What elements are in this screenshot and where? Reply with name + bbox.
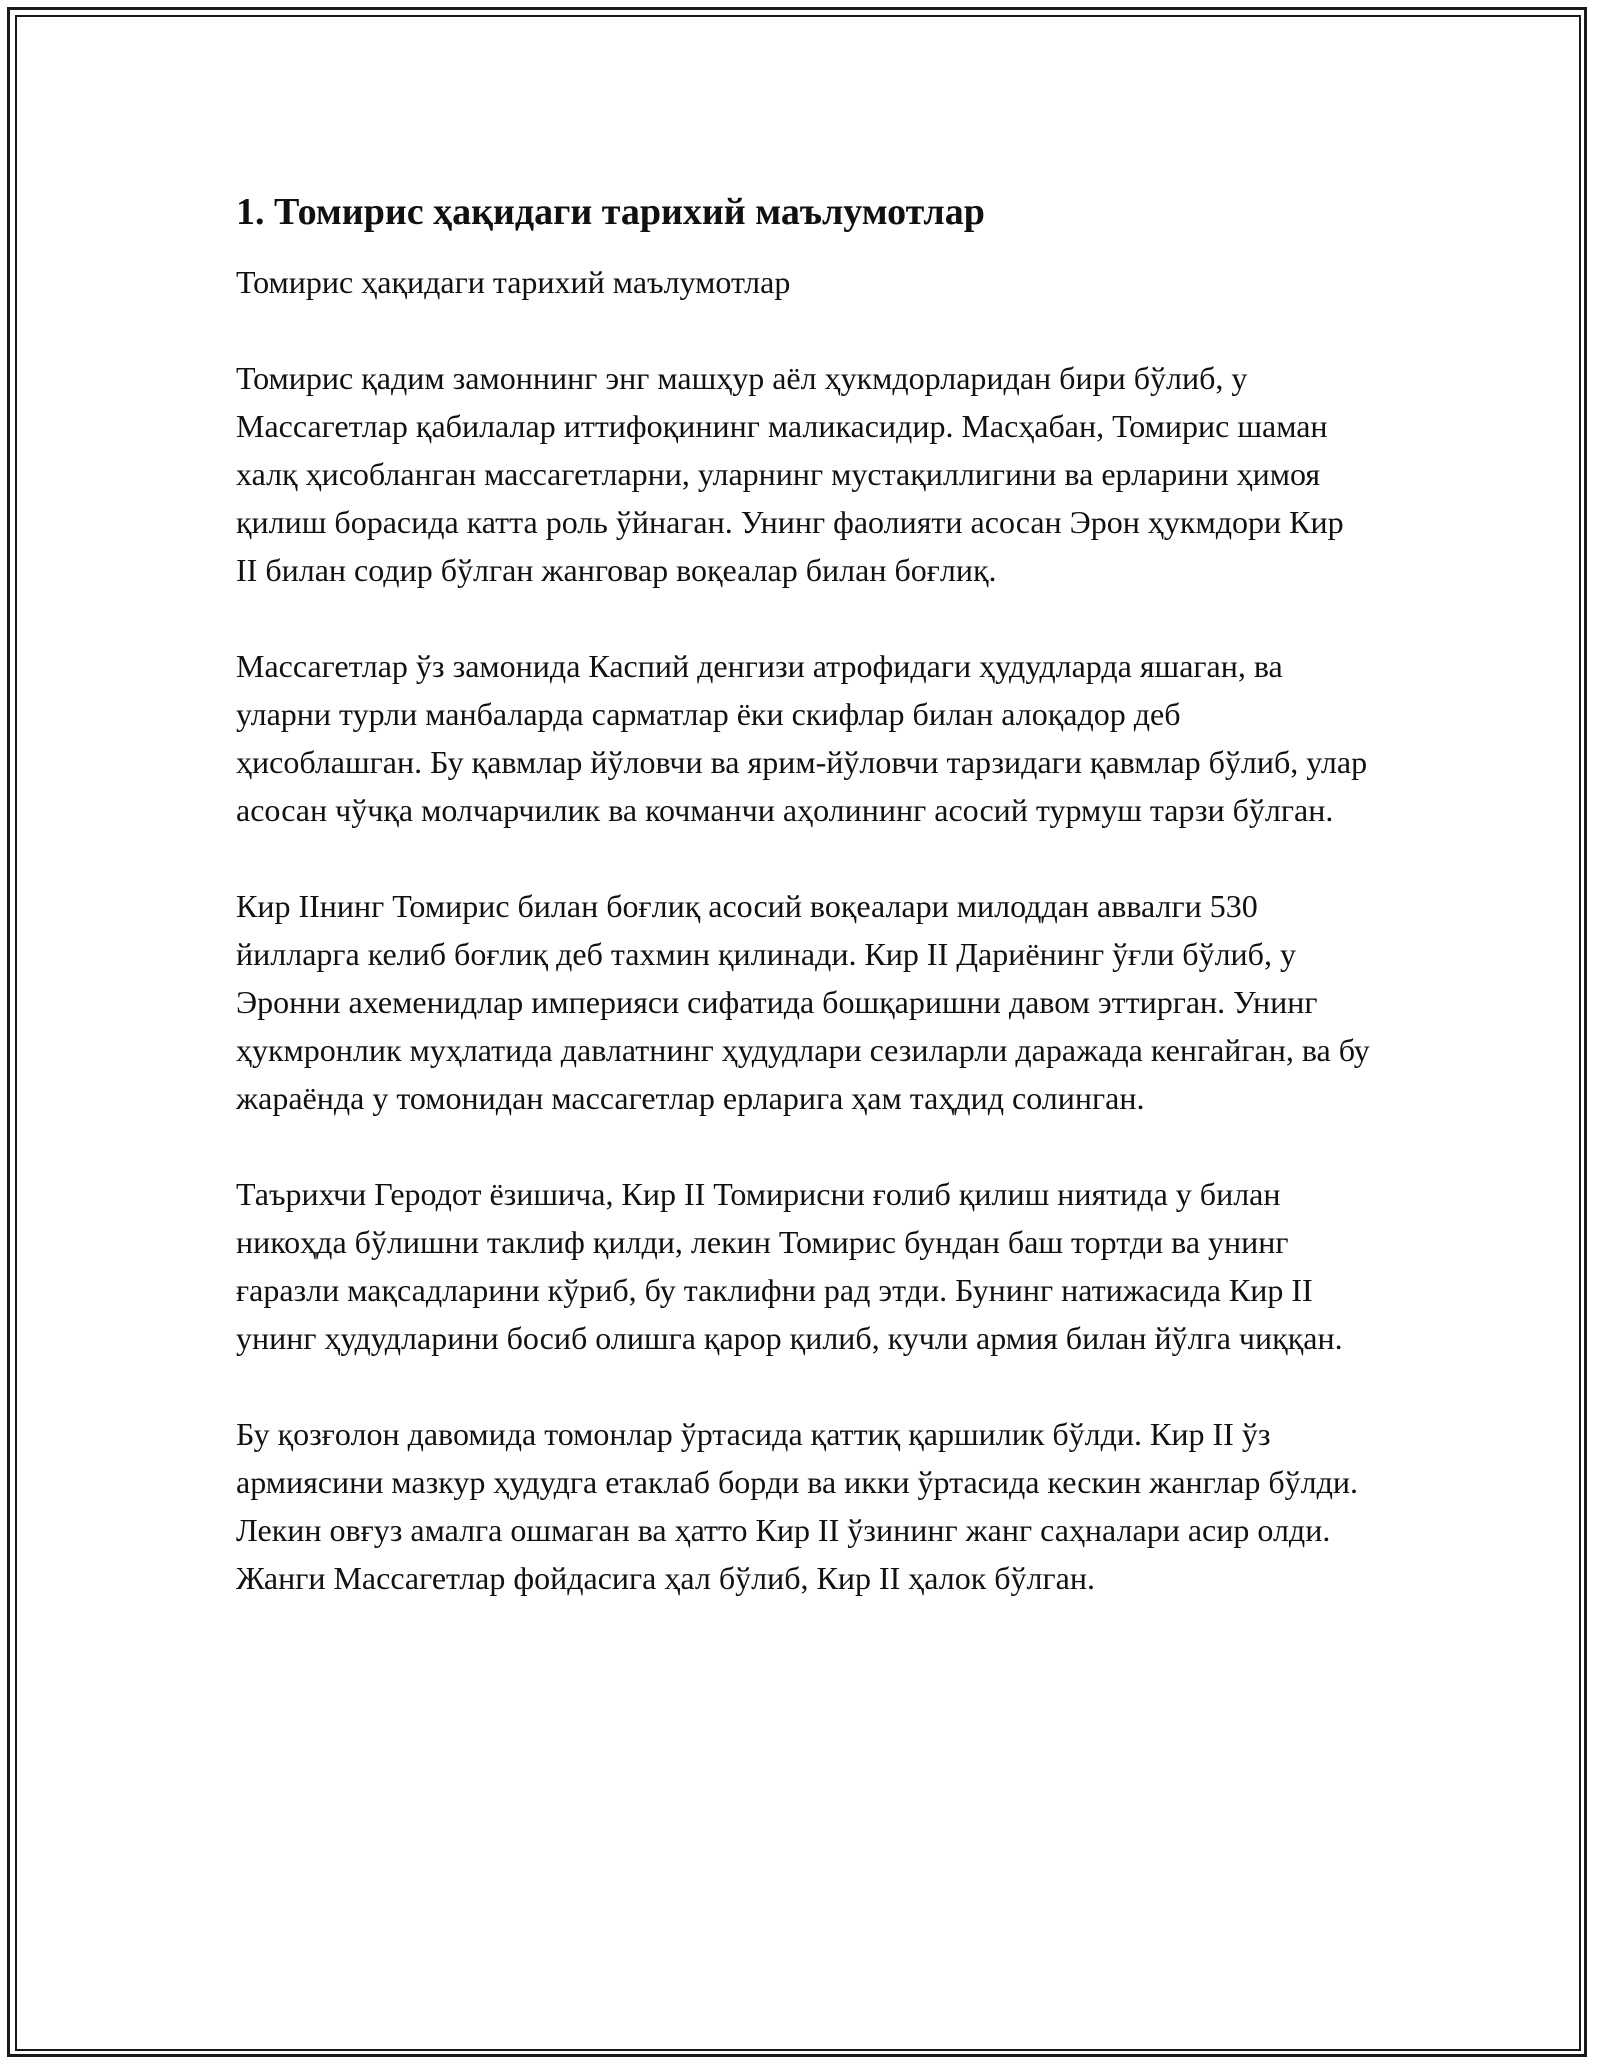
document-heading: 1. Томирис ҳақидаги тарихий маълумотлар	[236, 191, 985, 233]
paragraph-1: Томирис қадим замоннинг энг машҳур аёл ҳукмдорларидан бири бўлиб, у Массагетлар қабилалар иттифоқининг маликасидир. Масҳабан, Томирис шаман халқ ҳисобланган массагетларни, уларнинг мустақиллигини ва ерларини ҳимоя қилиш борасида катта роль ўйнаган. Унинг фаолияти асосан Эрон ҳукмдори Кир II билан содир бўлган жанговар воқеалар билан боғлиқ.	[236, 360, 1344, 588]
document-subtitle: Томирис ҳақидаги тарихий маълумотлар	[236, 264, 791, 300]
paragraph-3: Кир IIнинг Томирис билан боғлиқ асосий воқеалари милоддан аввалги 530 йилларга келиб боғлиқ деб тахмин қилинади. Кир II Дариёнинг ўғли бўлиб, у Эронни ахеменидлар империяси сифатида бошқаришни давом эттирган. Унинг ҳукмронлик муҳлатида давлатнинг ҳудудлари сезиларли даражада кенгайган, ва бу жараёнда у томонидан массагетлар ерларига ҳам таҳдид солинган.	[236, 888, 1370, 1116]
paragraph-5: Бу қозғолон давомида томонлар ўртасида қаттиқ қаршилик бўлди. Кир II ўз армиясини мазкур ҳудудга етаклаб борди ва икки ўртасида кескин жанглар бўлди. Лекин овғуз амалга ошмаган ва ҳатто Кир II ўзининг жанг саҳналари асир олди. Жанги Массагетлар фойдасига ҳал бўлиб, Кир II ҳалок бўлган.	[236, 1416, 1358, 1596]
document-body	[236, 188, 1372, 1650]
paragraph-2: Массагетлар ўз замонида Каспий денгизи атрофидаги ҳудудларда яшаган, ва уларни турли манбаларда сарматлар ёки скифлар билан алоқадор деб ҳисоблашган. Бу қавмлар йўловчи ва ярим-йўловчи тарзидаги қавмлар бўлиб, улар асосан чўчқа молчарчилик ва кочманчи аҳолининг асосий турмуш тарзи бўлган.	[236, 648, 1368, 828]
paragraph-4: Таърихчи Геродот ёзишича, Кир II Томирисни ғолиб қилиш ниятида у билан никоҳда бўлишни таклиф қилди, лекин Томирис бундан баш тортди ва унинг ғаразли мақсадларини кўриб, бу таклифни рад этди. Бунинг натижасида Кир II унинг ҳудудларини босиб олишга қарор қилиб, кучли армия билан йўлга чиққан.	[236, 1176, 1343, 1356]
